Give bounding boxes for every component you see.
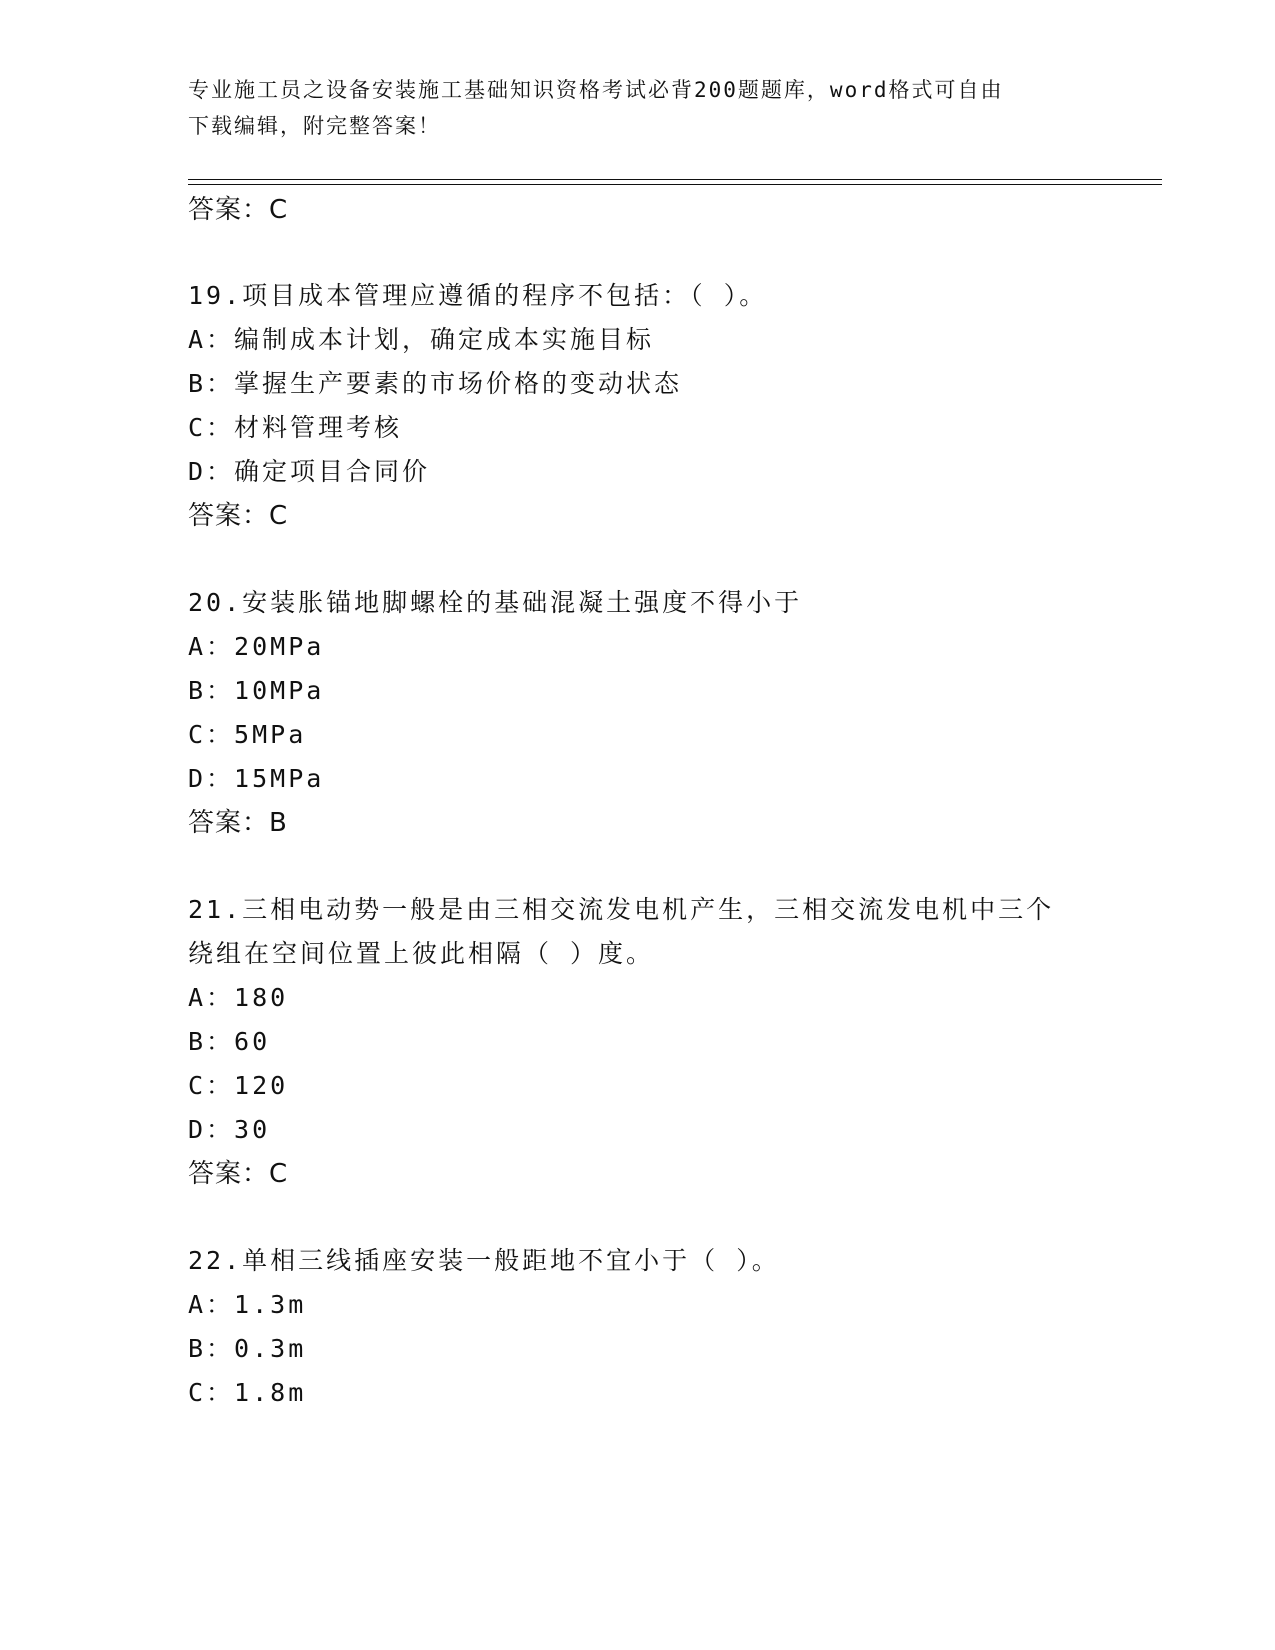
q19-option-c: C：材料管理考核 <box>188 413 403 442</box>
q21-option-c: C：120 <box>188 1071 289 1100</box>
q21-question-line-1: 21.三相电动势一般是由三相交流发电机产生，三相交流发电机中三个 <box>188 895 1055 924</box>
header-line-1: 专业施工员之设备安装施工基础知识资格考试必背200题题库，word格式可自由 <box>188 78 1004 102</box>
q19-answer: 答案：C <box>188 501 289 531</box>
q22-question: 22.单相三线插座安装一般距地不宜小于（ ）。 <box>188 1246 780 1275</box>
q21-question-line-2: 绕组在空间位置上彼此相隔（ ）度。 <box>188 939 655 968</box>
header-divider-top <box>188 179 1162 180</box>
q19-question: 19.项目成本管理应遵循的程序不包括：（ ）。 <box>188 281 768 310</box>
q20-answer: 答案：B <box>188 808 288 838</box>
q22-option-c: C：1.8m <box>188 1378 307 1407</box>
document-header <box>188 72 1088 144</box>
q20-option-a: A：20MPa <box>188 632 325 661</box>
previous-answer: 答案：C <box>188 195 289 225</box>
q20-question: 20.安装胀锚地脚螺栓的基础混凝土强度不得小于 <box>188 588 803 617</box>
header-line-2: 下载编辑，附完整答案！ <box>188 114 441 138</box>
q19-option-a: A：编制成本计划，确定成本实施目标 <box>188 325 655 354</box>
q19-option-d: D：确定项目合同价 <box>188 457 431 486</box>
q20-option-d: D：15MPa <box>188 764 325 793</box>
q21-option-b: B：60 <box>188 1027 271 1056</box>
q22-option-b: B：0.3m <box>188 1334 307 1363</box>
q21-option-d: D：30 <box>188 1115 271 1144</box>
q22-option-a: A：1.3m <box>188 1290 307 1319</box>
q19-option-b: B：掌握生产要素的市场价格的变动状态 <box>188 369 683 398</box>
q21-option-a: A：180 <box>188 983 289 1012</box>
q20-option-b: B：10MPa <box>188 676 325 705</box>
header-divider-bottom <box>188 184 1162 185</box>
q20-option-c: C：5MPa <box>188 720 307 749</box>
q21-answer: 答案：C <box>188 1159 289 1189</box>
